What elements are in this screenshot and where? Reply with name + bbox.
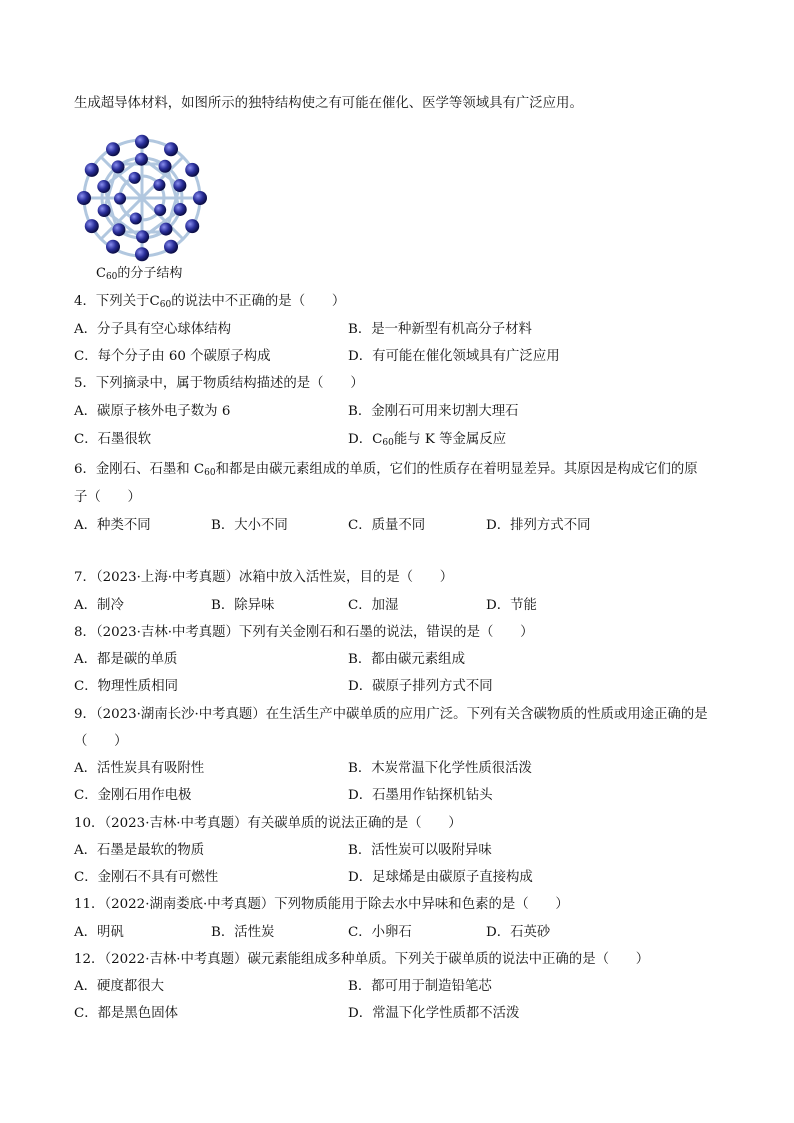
q6-option-c[interactable]: C．质量不同	[348, 518, 426, 533]
carbon-atom-icon	[154, 204, 166, 216]
carbon-atom-icon	[112, 160, 125, 173]
q9-option-b[interactable]: B．木炭常温下化学性质很活泼	[348, 761, 532, 776]
carbon-atom-icon	[98, 204, 111, 217]
q10-option-b[interactable]: B．活性炭可以吸附异味	[348, 843, 492, 858]
carbon-atom-icon	[153, 179, 165, 191]
q4-option-a[interactable]: A．分子具有空心球体结构	[74, 322, 231, 337]
carbon-atom-icon	[112, 223, 125, 236]
carbon-atom-icon	[135, 153, 148, 166]
question-6-stem-line2: 子（ ）	[74, 490, 141, 505]
q10-option-c[interactable]: C．金刚石不具有可燃性	[74, 870, 219, 885]
carbon-atom-icon	[135, 135, 149, 149]
q4-option-b[interactable]: B．是一种新型有机高分子材料	[348, 322, 532, 337]
q7-option-d[interactable]: D．节能	[486, 598, 537, 613]
question-6-stem: 6．金刚石、石墨和 $C_{60}$和都是由碳元素组成的单质，它们的性质存在着明显差异。其原因是构成它们的原	[74, 462, 698, 478]
q11-option-d[interactable]: D．石英砂	[486, 925, 551, 940]
q9-option-a[interactable]: A．活性炭具有吸附性	[74, 761, 205, 776]
carbon-atom-icon	[159, 223, 172, 236]
carbon-atom-icon	[185, 219, 199, 233]
carbon-atom-icon	[97, 180, 110, 193]
q12-option-d[interactable]: D．常温下化学性质都不活泼	[348, 1006, 520, 1021]
q8-option-b[interactable]: B．都由碳元素组成	[348, 652, 465, 667]
carbon-atom-icon	[85, 219, 99, 233]
q12-option-c[interactable]: C．都是黑色固体	[74, 1006, 178, 1021]
q6-option-b[interactable]: B．大小不同	[211, 518, 288, 533]
q11-option-a[interactable]: A．明矾	[74, 925, 124, 940]
q5-option-c[interactable]: C．石墨很软	[74, 432, 152, 447]
q7-option-a[interactable]: A．制冷	[74, 598, 124, 613]
carbon-atom-icon	[164, 142, 178, 156]
carbon-atom-icon	[77, 191, 91, 205]
q11-option-b[interactable]: B．活性炭	[211, 925, 275, 940]
carbon-atom-icon	[174, 203, 187, 216]
carbon-atom-icon	[130, 212, 142, 224]
carbon-atom-icon	[106, 240, 120, 254]
q8-option-a[interactable]: A．都是碳的单质	[74, 652, 178, 667]
carbon-atom-icon	[129, 172, 141, 184]
carbon-atom-icon	[159, 160, 172, 173]
carbon-atom-icon	[173, 179, 186, 192]
carbon-atom-icon	[185, 163, 199, 177]
q7-option-b[interactable]: B．除异味	[211, 598, 275, 613]
question-9-stem-line2: （ ）	[74, 734, 128, 749]
q11-option-c[interactable]: C．小卵石	[348, 925, 412, 940]
intro-text: 生成超导体材料，如图所示的独特结构使之有可能在催化、医学等领域具有广泛应用。	[74, 96, 583, 111]
q9-option-d[interactable]: D．石墨用作钻探机钻头	[348, 788, 493, 803]
question-9-stem: 9．（2023·湖南长沙·中考真题）在生活生产中碳单质的应用广泛。下列有关含碳物质的性质或用途正确的是	[74, 707, 708, 722]
q5-option-a[interactable]: A．碳原子核外电子数为 6	[74, 404, 231, 419]
carbon-atom-icon	[164, 240, 178, 254]
q12-option-a[interactable]: A．硬度都很大	[74, 979, 165, 994]
carbon-atom-icon	[136, 230, 149, 243]
q4-option-d[interactable]: D．有可能在催化领域具有广泛应用	[348, 349, 560, 364]
q10-option-d[interactable]: D．足球烯是由碳原子直接构成	[348, 870, 533, 885]
q7-option-c[interactable]: C．加湿	[348, 598, 399, 613]
question-8-stem: 8．（2023·吉林·中考真题）下列有关金刚石和石墨的说法，错误的是（ ）	[74, 625, 534, 640]
q9-option-c[interactable]: C．金刚石用作电极	[74, 788, 192, 803]
carbon-atom-icon	[114, 193, 126, 205]
q12-option-b[interactable]: B．都可用于制造铅笔芯	[348, 979, 492, 994]
q5-option-d[interactable]: D．$C_{60}$能与 K 等金属反应	[348, 432, 507, 448]
q8-option-c[interactable]: C．物理性质相同	[74, 679, 178, 694]
carbon-atom-icon	[106, 142, 120, 156]
q10-option-a[interactable]: A．石墨是最软的物质	[74, 843, 205, 858]
question-11-stem: 11．（2022·湖南娄底·中考真题）下列物质能用于除去水中异味和色素的是（ ）	[74, 897, 569, 912]
c60-molecule-image	[72, 132, 212, 264]
q5-option-b[interactable]: B．金刚石可用来切割大理石	[348, 404, 519, 419]
question-10-stem: 10．（2023·吉林·中考真题）有关碳单质的说法正确的是（ ）	[74, 816, 462, 831]
carbon-atom-icon	[85, 163, 99, 177]
q6-option-a[interactable]: A．种类不同	[74, 518, 151, 533]
question-4-stem: 4．下列关于$C_{60}$的说法中不正确的是（ ）	[74, 294, 346, 310]
carbon-atom-icon	[193, 191, 207, 205]
q4-option-c[interactable]: C．每个分子由 60 个碳原子构成	[74, 349, 271, 364]
q6-option-d[interactable]: D．排列方式不同	[486, 518, 591, 533]
carbon-atom-icon	[135, 247, 149, 261]
question-7-stem: 7．（2023·上海·中考真题）冰箱中放入活性炭，目的是（ ）	[74, 570, 454, 585]
figure-caption: $C_{60}$的分子结构	[96, 266, 183, 282]
question-5-stem: 5．下列摘录中，属于物质结构描述的是（ ）	[74, 376, 364, 391]
question-12-stem: 12．（2022·吉林·中考真题）碳元素能组成多种单质。下列关于碳单质的说法中正确的是（ ）	[74, 952, 650, 967]
q8-option-d[interactable]: D．碳原子排列方式不同	[348, 679, 493, 694]
